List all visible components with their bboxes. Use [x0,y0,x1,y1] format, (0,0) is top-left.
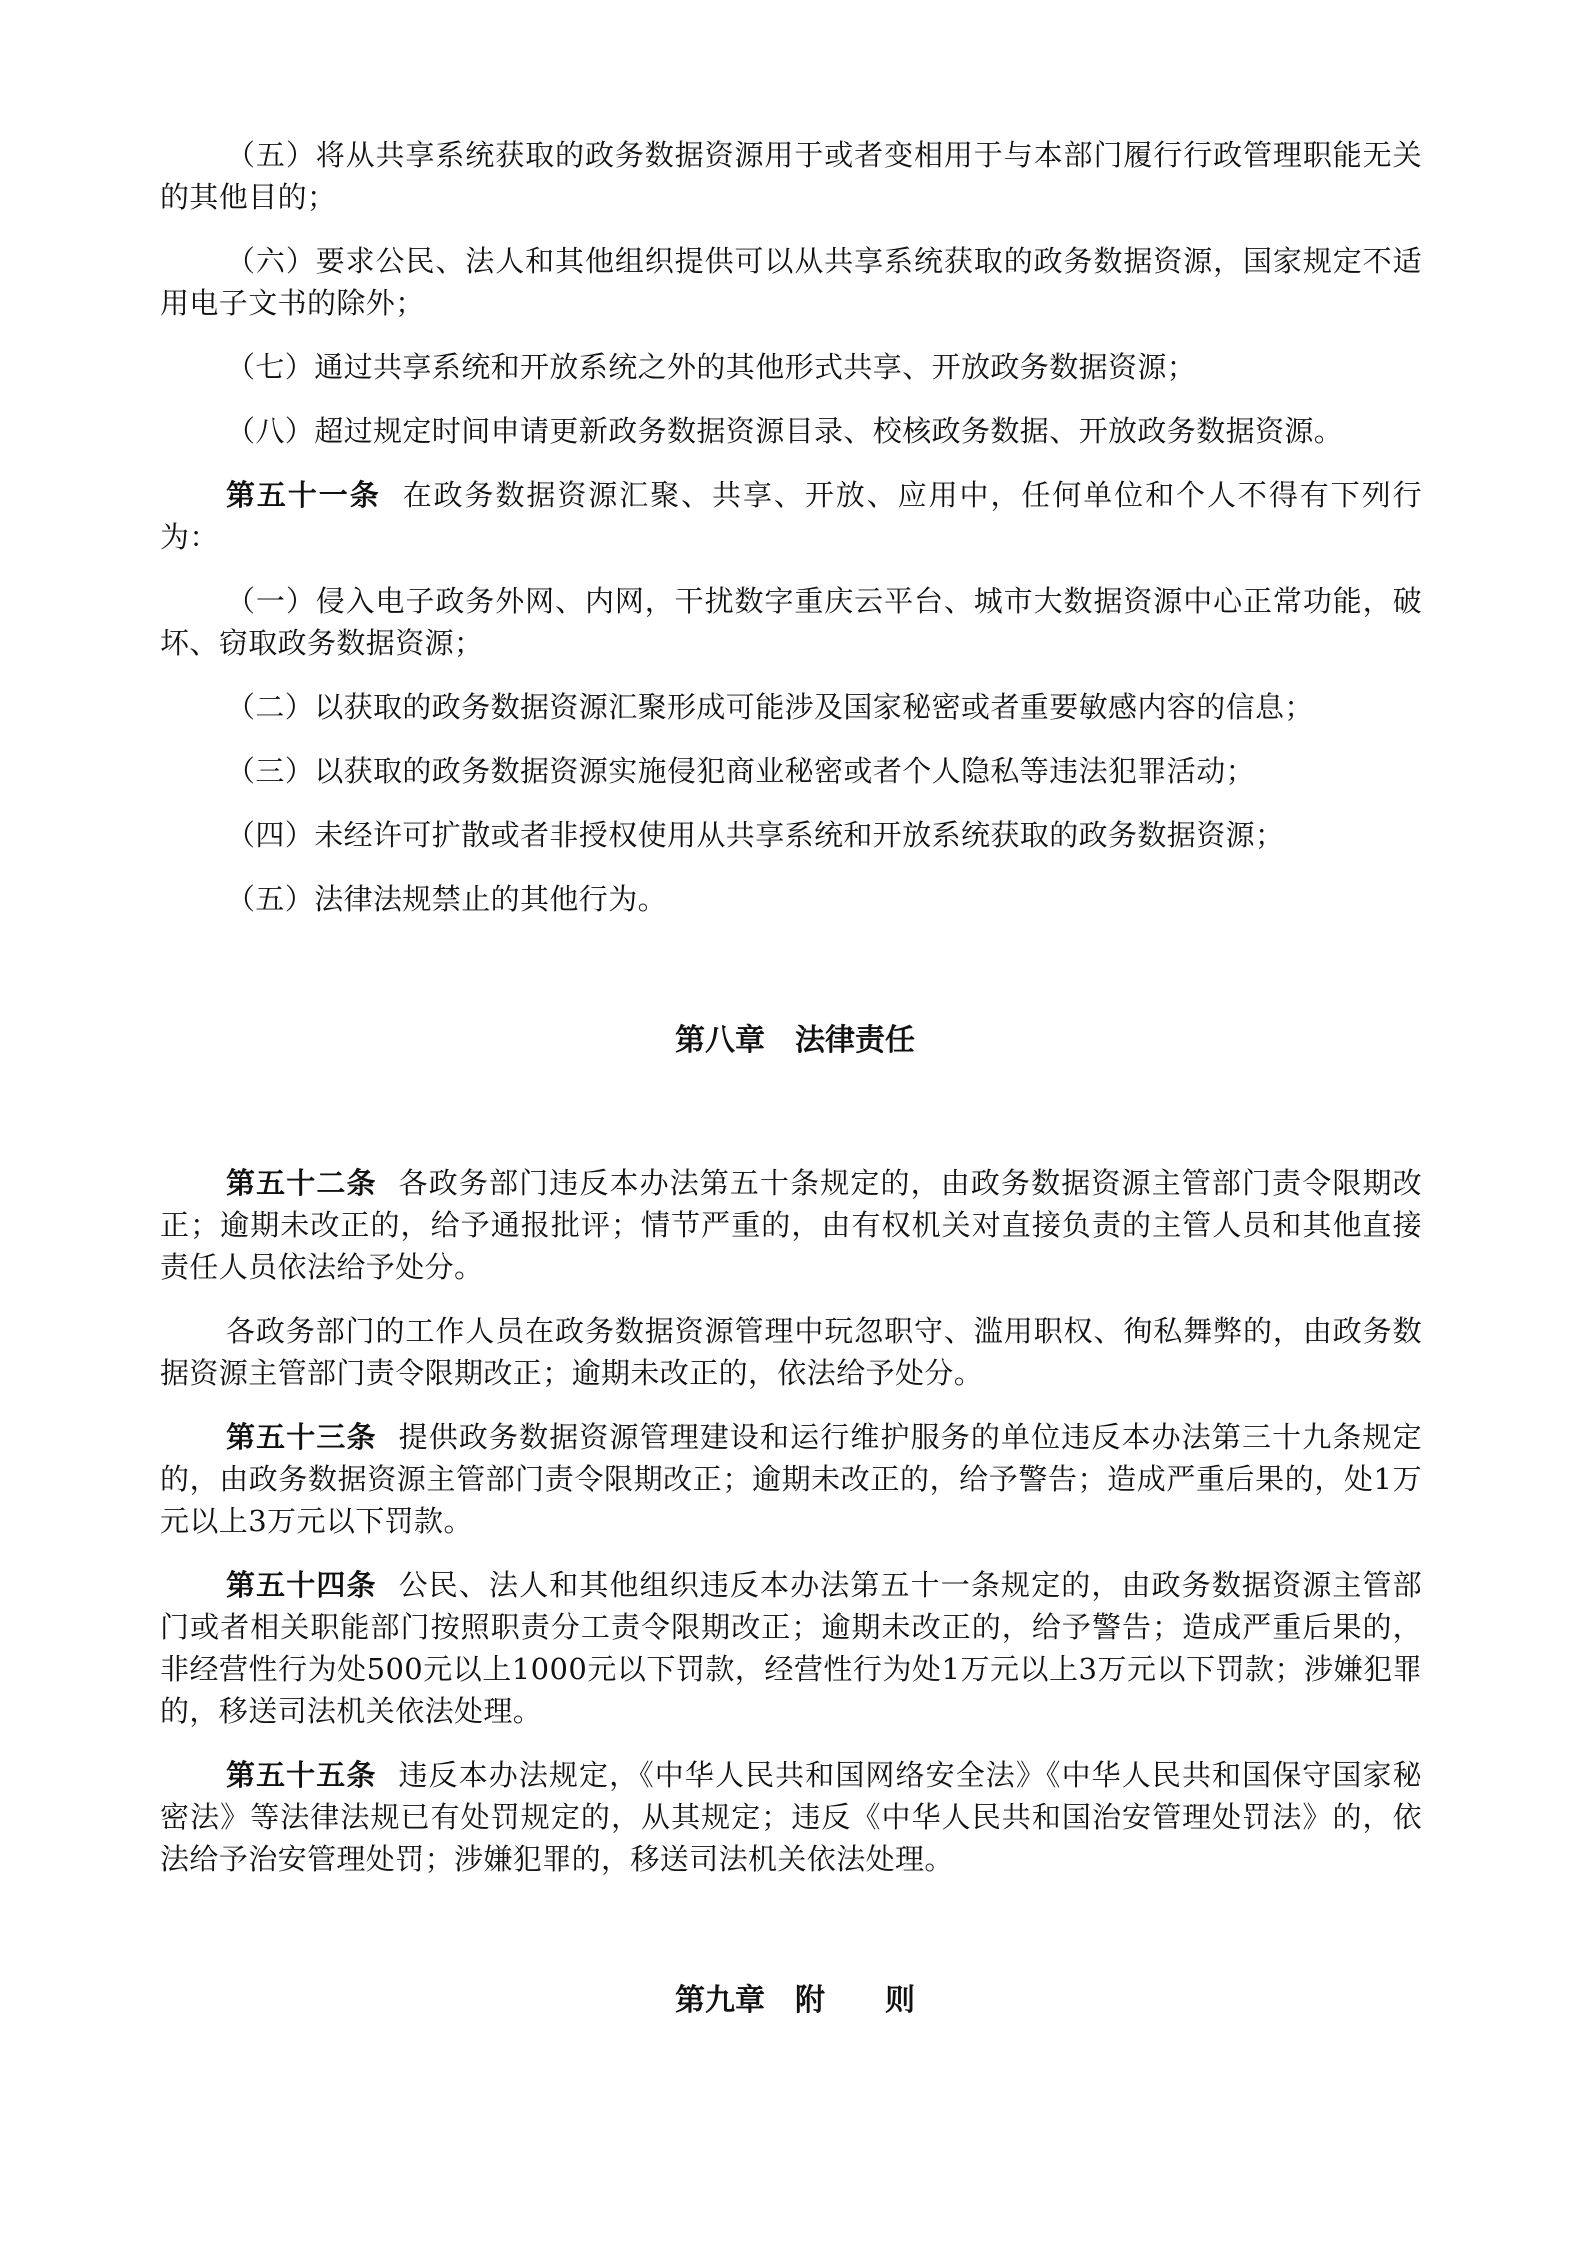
article-51-item-5: （五）法律法规禁止的其他行为。 [226,882,668,916]
article-51-item-4: （四）未经许可扩散或者非授权使用从共享系统和开放系统获取的政务数据资源； [226,818,1285,852]
article-51-label: 第五十一条 [226,478,381,512]
article-51 [160,474,1422,558]
chapter-8-heading: 第八章 法律责任 [675,1023,915,1058]
article-55-label: 第五十五条 [226,1758,377,1792]
article-52-para-2: 各政务部门的工作人员在政务数据资源管理中玩忽职守、滥用职权、徇私舞弊的，由政务数据资源主管部门责令限期改正；逾期未改正的，依法给予处分。 [160,1314,1422,1390]
article-53-label: 第五十三条 [226,1420,377,1454]
article-54-text: 公民、法人和其他组织违反本办法第五十一条规定的，由政务数据资源主管部门或者相关职能部门按照职责分工责令限期改正；逾期未改正的，给予警告；造成严重后果的，非经营性行为处500元以上1000元以下罚款，经营性行为处1万元以上3万元以下罚款；涉嫌犯罪的，移送司法机关依法处理。 [160,1568,1422,1728]
article-55 [160,1754,1422,1880]
item-6-redundant-requests: （六）要求公民、法人和其他组织提供可以从共享系统获取的政务数据资源，国家规定不适用电子文书的除外； [160,244,1422,320]
article-51-text: 在政务数据资源汇聚、共享、开放、应用中，任何单位和个人不得有下列行为： [160,478,1422,554]
item-5-purpose-misuse: （五）将从共享系统获取的政务数据资源用于或者变相用于与本部门履行行政管理职能无关的其他目的； [160,138,1422,214]
article-54 [160,1564,1422,1732]
article-52-text: 各政务部门违反本办法第五十条规定的，由政务数据资源主管部门责令限期改正；逾期未改正的，给予通报批评；情节严重的，由有权机关对直接负责的主管人员和其他直接责任人员依法给予处分。 [160,1166,1422,1284]
article-51-item-3: （三）以获取的政务数据资源实施侵犯商业秘密或者个人隐私等违法犯罪活动； [226,754,1256,788]
article-51-item-1: （一）侵入电子政务外网、内网，干扰数字重庆云平台、城市大数据资源中心正常功能，破坏、窃取政务数据资源； [160,584,1422,660]
article-53 [160,1416,1422,1542]
article-54-label: 第五十四条 [226,1568,377,1602]
article-55-text: 违反本办法规定，《中华人民共和国网络安全法》《中华人民共和国保守国家秘密法》等法律法规已有处罚规定的，从其规定；违反《中华人民共和国治安管理处罚法》的，依法给予治安管理处罚；涉嫌犯罪的，移送司法机关依法处理。 [160,1758,1422,1876]
article-51-item-2: （二）以获取的政务数据资源汇聚形成可能涉及国家秘密或者重要敏感内容的信息； [226,690,1314,724]
item-8-overdue-updates: （八）超过规定时间申请更新政务数据资源目录、校核政务数据、开放政务数据资源。 [226,414,1344,448]
article-52 [160,1162,1422,1288]
chapter-9-heading: 第九章 附 则 [675,1983,915,2018]
article-52-label: 第五十二条 [226,1166,377,1200]
item-7-other-sharing-forms: （七）通过共享系统和开放系统之外的其他形式共享、开放政务数据资源； [226,350,1197,384]
document-page [160,134,1422,2022]
article-53-text: 提供政务数据资源管理建设和运行维护服务的单位违反本办法第三十九条规定的，由政务数据资源主管部门责令限期改正；逾期未改正的，给予警告；造成严重后果的，处1万元以上3万元以下罚款。 [160,1420,1422,1538]
